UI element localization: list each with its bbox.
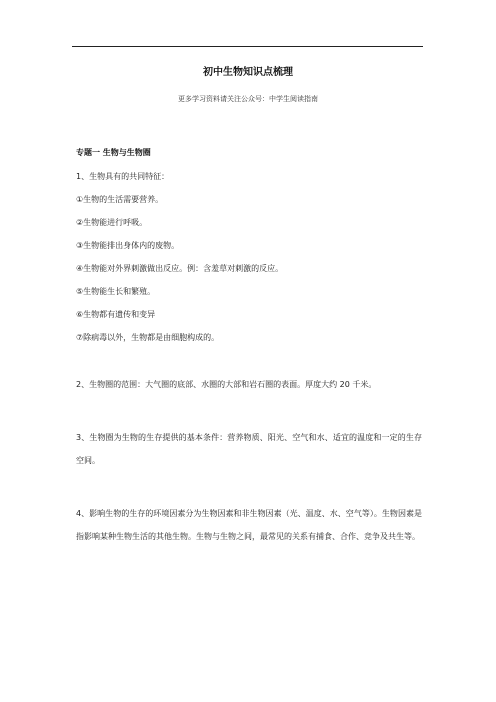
trait-item: ④生物能对外界刺激做出反应。例：含羞草对刺激的反应。 bbox=[76, 264, 284, 273]
document-title: 初中生物知识点梳理 bbox=[203, 67, 293, 78]
item-4-paragraph: 4、影响生物的生存的环境因素分为生物因素和非生物因素（光、温度、水、空气等）。生物因素是指影响某种生物生活的其他生物。生物与生物之间，最常见的关系有捕食、合作、竞争及共生等。 bbox=[76, 509, 422, 541]
section-heading: 专题一 生物与生物圈 bbox=[76, 148, 151, 157]
trait-item: ⑦除病毒以外，生物都是由细胞构成的。 bbox=[76, 333, 220, 342]
item-2-paragraph: 2、生物圈的范围：大气圈的底部、水圈的大部和岩石圈的表面。厚度大约 20 千米。 bbox=[76, 380, 377, 389]
trait-item: ⑥生物都有遗传和变异 bbox=[76, 310, 156, 319]
trait-item: ①生物的生活需要营养。 bbox=[76, 195, 164, 204]
header-rule bbox=[72, 46, 423, 47]
document-subtitle: 更多学习资料请关注公众号：中学生阅读指南 bbox=[178, 95, 318, 103]
item-3-paragraph: 3、生物圈为生物的生存提供的基本条件：营养物质、阳光、空气和水、适宜的温度和一定的生存空间。 bbox=[76, 433, 422, 465]
trait-item: ③生物能排出身体内的废物。 bbox=[76, 241, 180, 250]
trait-item: ②生物能进行呼吸。 bbox=[76, 218, 148, 227]
item-1-intro: 1、生物具有的共同特征： bbox=[76, 172, 170, 181]
trait-item: ⑤生物能生长和繁殖。 bbox=[76, 287, 156, 296]
